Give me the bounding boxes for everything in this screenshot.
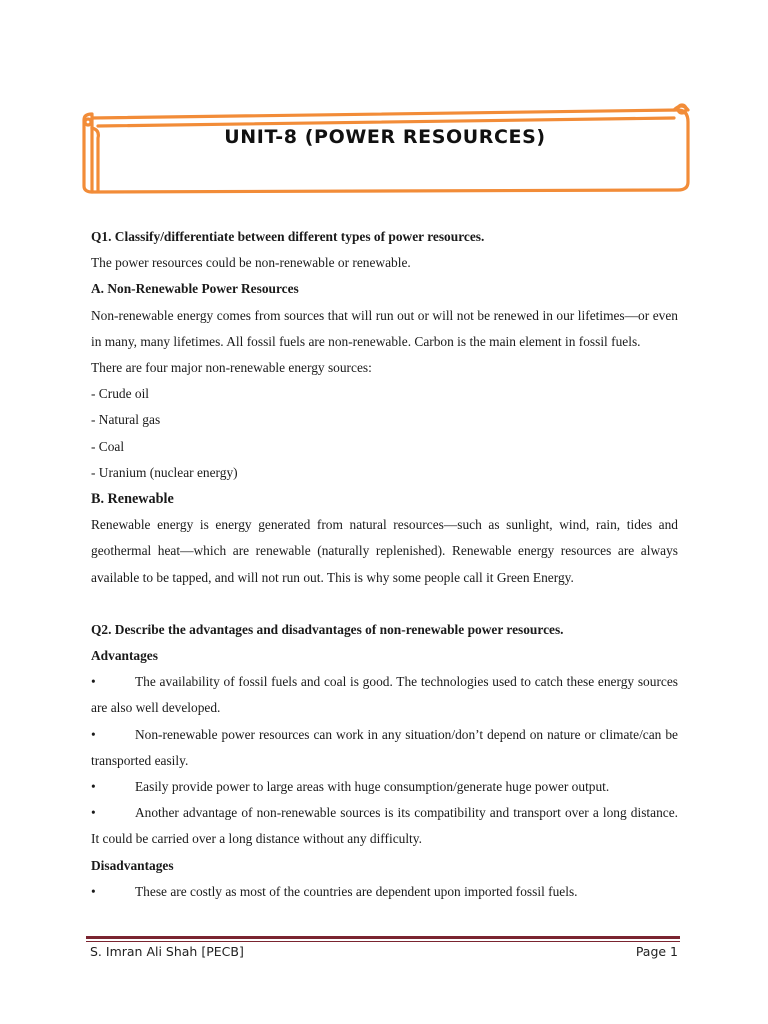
bullet-mark: • xyxy=(91,779,96,795)
document-body xyxy=(91,224,678,905)
section-a-heading: A. Non-Renewable Power Resources xyxy=(91,281,299,297)
advantage-item xyxy=(91,669,678,721)
disadvantage-item xyxy=(91,879,678,905)
question-1: Q1. Classify/differentiate between different types of power resources. xyxy=(91,229,485,244)
advantage-text: Non-renewable power resources can work in any situation/don’t depend on nature or climate/can be transported easily. xyxy=(91,726,678,768)
sources-intro: There are four major non-renewable energy sources: xyxy=(91,360,372,376)
bullet-mark: • xyxy=(91,805,96,821)
source-item: - Coal xyxy=(91,438,125,454)
bullet-mark: • xyxy=(91,674,96,690)
title-banner xyxy=(78,100,692,196)
disadvantages-heading: Disadvantages xyxy=(91,857,174,873)
bullet-mark: • xyxy=(91,726,96,742)
advantage-item xyxy=(91,800,678,852)
page-title: UNIT-8 (POWER RESOURCES) xyxy=(224,126,546,148)
source-item: - Natural gas xyxy=(91,412,161,428)
source-item: - Crude oil xyxy=(91,386,150,402)
question-2: Q2. Describe the advantages and disadvantages of non-renewable power resources. xyxy=(91,621,564,637)
footer-author: S. Imran Ali Shah [PECB] xyxy=(90,944,244,959)
bullet-mark: • xyxy=(91,883,96,899)
advantages-heading: Advantages xyxy=(91,648,158,664)
source-item: - Uranium (nuclear energy) xyxy=(91,464,238,480)
disadvantage-text: These are costly as most of the countries are dependent upon imported fossil fuels. xyxy=(135,883,578,899)
spacer xyxy=(91,591,678,617)
advantage-text: The availability of fossil fuels and coal is good. The technologies used to catch these energy sources are also well developed. xyxy=(91,674,678,716)
advantage-text: Easily provide power to large areas with huge consumption/generate huge power output. xyxy=(135,779,610,795)
q1-intro: The power resources could be non-renewable or renewable. xyxy=(91,255,411,271)
scroll-banner-shape xyxy=(78,100,692,196)
section-a-text: Non-renewable energy comes from sources that will run out or will not be renewed in our lifetimes—or even in many, many lifetimes. All fossil fuels are non-renewable. Carbon is the main element in fossil fuels. xyxy=(91,307,678,349)
footer-page-number: Page 1 xyxy=(635,944,678,959)
advantage-text: Another advantage of non-renewable sources is its compatibility and transport over a long distance. It could be carried over a long distance without any difficulty. xyxy=(91,805,678,847)
advantage-item xyxy=(91,774,678,800)
footer-rule xyxy=(86,936,680,939)
section-b-text: Renewable energy is energy generated from natural resources—such as sunlight, wind, rain, tides and geothermal heat—which are renewable (naturally replenished). Renewable energy resources are always available to be tapped, and will not run out. This is why some people call it Green Energy. xyxy=(91,517,678,585)
advantage-item xyxy=(91,722,678,774)
section-b-heading: B. Renewable xyxy=(91,491,174,508)
footer-rule-thin xyxy=(86,941,680,942)
